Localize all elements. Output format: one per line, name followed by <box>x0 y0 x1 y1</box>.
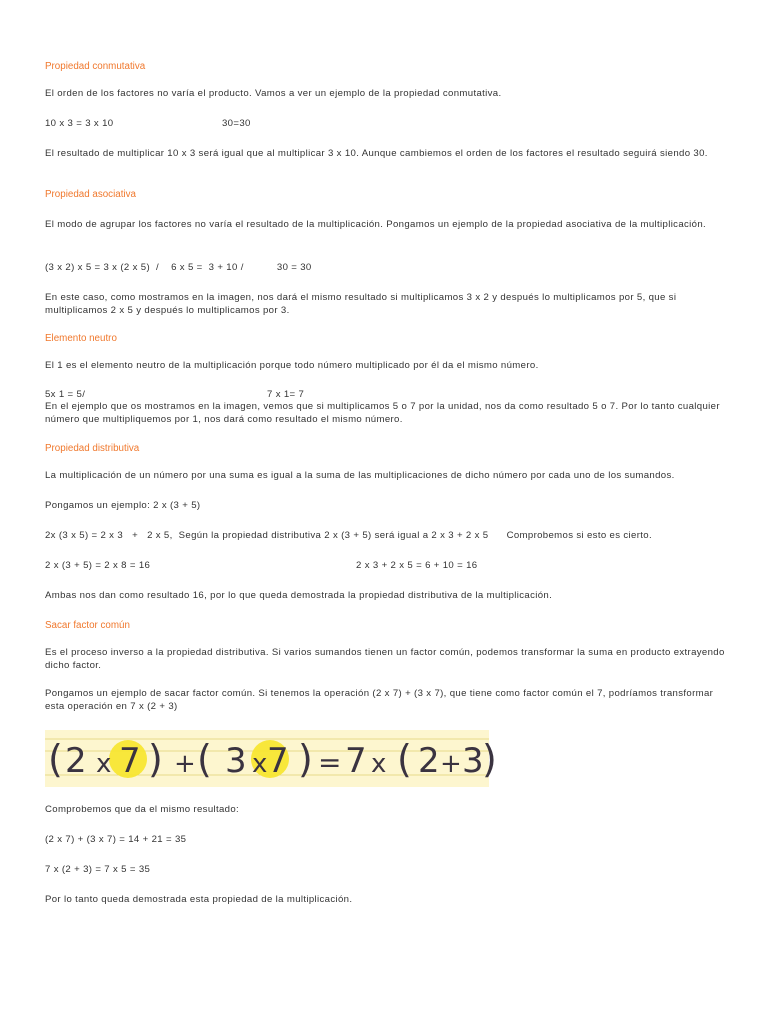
conmutativa-explanation: El resultado de multiplicar 10 x 3 será igual que al multiplicar 3 x 10. Aunque cambiemos el orden de los factores el resultado seguirá siendo 30. <box>45 148 708 159</box>
asociativa-explanation: En este caso, como mostramos en la imagen, nos dará el mismo resultado si multiplicamos 3 x 2 y después lo multiplicamos por 5, que si multiplicamos 2 x 5 y después lo multiplicamos por 3. <box>45 292 677 316</box>
conmutativa-example-left: 10 x 3 = 3 x 10 <box>45 118 114 129</box>
heading-factor-comun: Sacar factor común <box>45 620 130 631</box>
asociativa-example: (3 x 2) x 5 = 3 x (2 x 5) / 6 x 5 = 3 + 10 / 30 = 30 <box>45 262 312 273</box>
expression-token: 7 <box>119 741 141 781</box>
distributiva-example-intro: Pongamos un ejemplo: 2 x (3 + 5) <box>45 500 201 511</box>
expression-token: ) <box>148 737 163 781</box>
factor-comun-conclusion: Por lo tanto queda demostrada esta propiedad de la multiplicación. <box>45 894 353 905</box>
expression-token: = <box>318 746 342 779</box>
heading-distributiva: Propiedad distributiva <box>45 443 140 454</box>
distributiva-intro: La multiplicación de un número por una suma es igual a la suma de las multiplicaciones de dicho número por cada uno de los sumandos. <box>45 470 675 481</box>
factor-comun-figure <box>45 730 497 787</box>
neutro-explanation: En el ejemplo que os mostramos en la imagen, vemos que si multiplicamos 5 o 7 por la unidad, nos da como resultado 5 o 7. Por lo tanto cualquier número que multipliquemos por 1, nos dará como resultado el mismo número. <box>45 401 720 425</box>
handwritten-expression-image <box>45 730 497 787</box>
factor-comun-check-1: (2 x 7) + (3 x 7) = 14 + 21 = 35 <box>45 834 187 845</box>
expression-token: 3 <box>462 741 484 781</box>
neutro-example-left: 5x 1 = 5/ <box>45 389 86 400</box>
factor-comun-intro: Es el proceso inverso a la propiedad distributiva. Si varios sumandos tienen un factor común, podemos transformar la suma en producto extrayendo dicho factor. <box>45 647 725 671</box>
distributiva-check-left: 2 x (3 + 5) = 2 x 8 = 16 <box>45 560 151 571</box>
expression-token: 2 <box>65 741 87 781</box>
expression-token: 3 <box>225 741 247 781</box>
expression-token: ) <box>298 737 313 781</box>
expression-token: x <box>252 749 268 779</box>
factor-comun-example-intro: Pongamos un ejemplo de sacar factor común. Si tenemos la operación (2 x 7) + (3 x 7), que tiene como factor común el 7, podríamos transformar esta operación en 7 x (2 + 3) <box>45 688 714 712</box>
expression-token: x <box>96 749 112 779</box>
factor-comun-check-2: 7 x (2 + 3) = 7 x 5 = 35 <box>45 864 151 875</box>
expression-token: + <box>174 749 196 779</box>
distributiva-statement: 2x (3 x 5) = 2 x 3 + 2 x 5, Según la propiedad distributiva 2 x (3 + 5) será igual a 2 x 3 + 2 x 5 Comprobemos si esto es cierto. <box>45 530 652 541</box>
expression-token: + <box>440 749 462 779</box>
expression-token: ( <box>397 737 412 781</box>
distributiva-conclusion: Ambas nos dan como resultado 16, por lo que queda demostrada la propiedad distributiva de la multiplicación. <box>45 590 553 601</box>
expression-token: ( <box>197 737 212 781</box>
conmutativa-example-right: 30=30 <box>222 118 251 129</box>
asociativa-intro: El modo de agrupar los factores no varía el resultado de la multiplicación. Pongamos un ejemplo de la propiedad asociativa de la multiplicación. <box>45 219 707 230</box>
expression-token: ) <box>482 737 497 781</box>
expression-token: ( <box>48 737 63 781</box>
expression-token: 7 <box>345 741 367 781</box>
neutro-intro: El 1 es el elemento neutro de la multiplicación porque todo número multiplicado por él da el mismo número. <box>45 360 539 371</box>
distributiva-check-right: 2 x 3 + 2 x 5 = 6 + 10 = 16 <box>356 560 478 571</box>
expression-token: 7 <box>267 741 289 781</box>
expression-token: 2 <box>418 741 440 781</box>
neutro-example-right: 7 x 1= 7 <box>267 389 305 400</box>
factor-comun-check-intro: Comprobemos que da el mismo resultado: <box>45 804 240 815</box>
heading-neutro: Elemento neutro <box>45 333 117 344</box>
heading-asociativa: Propiedad asociativa <box>45 189 136 200</box>
heading-conmutativa: Propiedad conmutativa <box>45 61 146 72</box>
conmutativa-intro: El orden de los factores no varía el producto. Vamos a ver un ejemplo de la propiedad conmutativa. <box>45 88 502 99</box>
expression-token: x <box>371 749 387 779</box>
